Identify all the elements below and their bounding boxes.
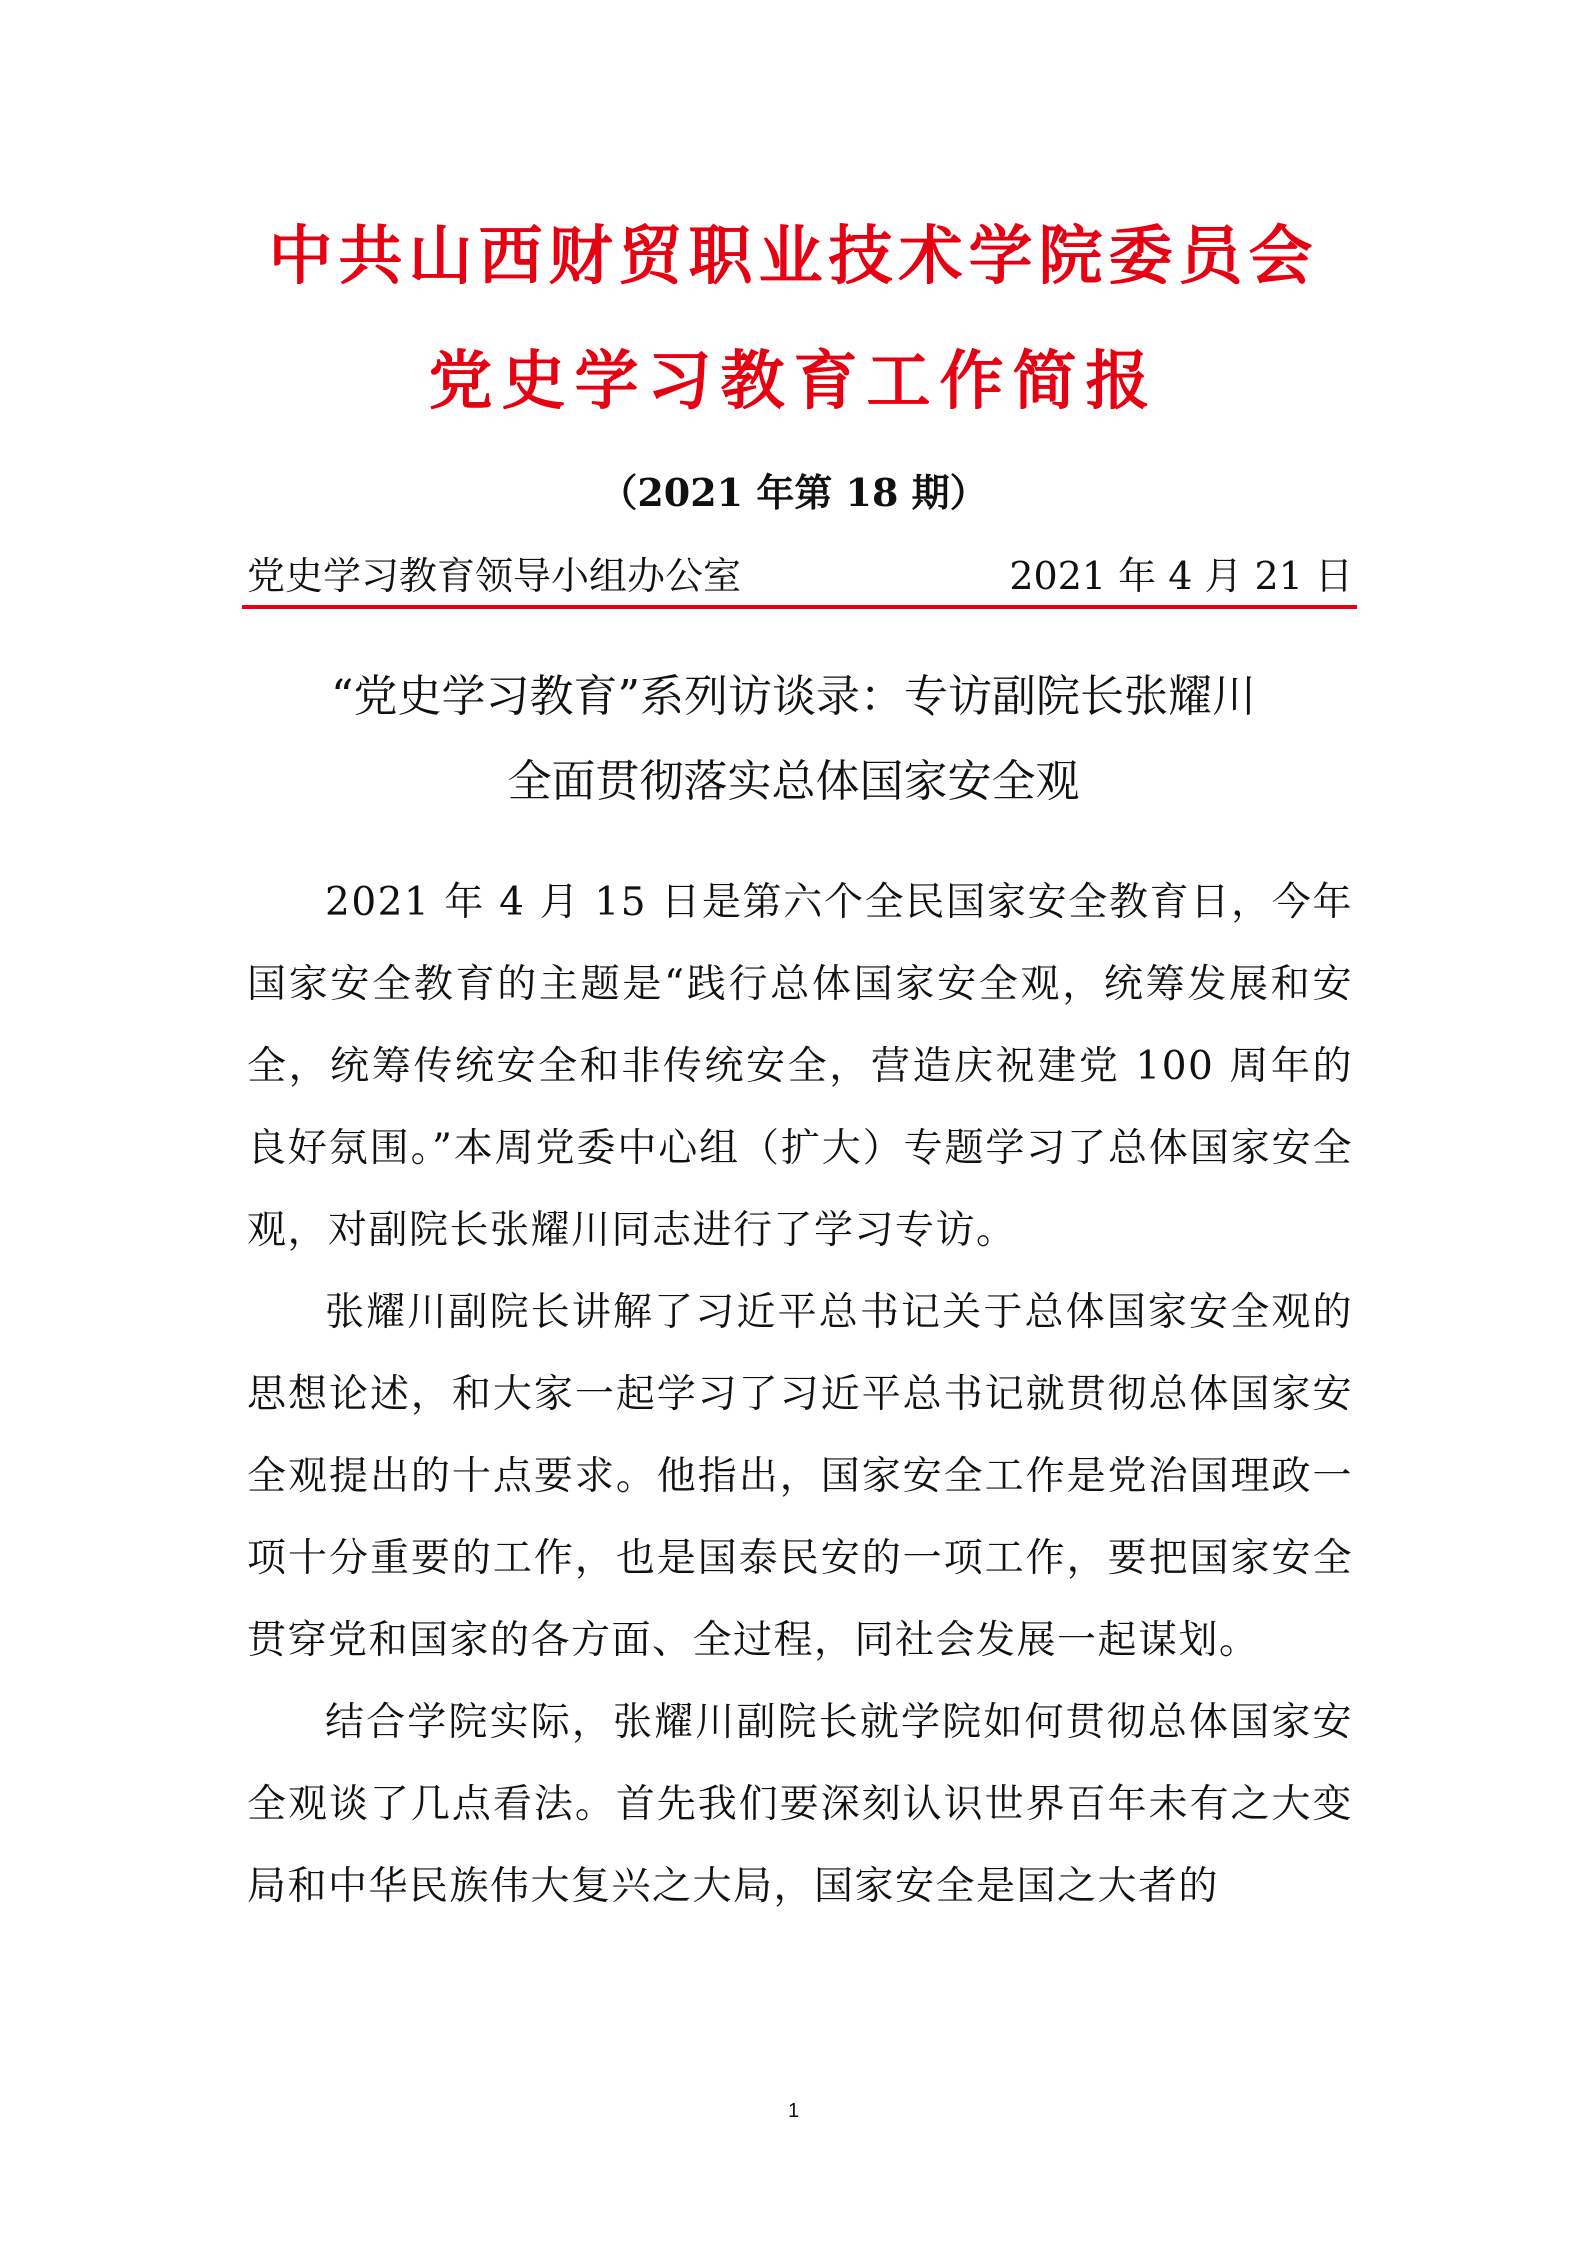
masthead-bulletin-title: 党史学习教育工作简报 [428, 344, 1159, 419]
paragraph-3: 结合学院实际，张耀川副院长就学院如何贯彻总体国家安全观谈了几点看法。首先我们要深刻认识世界百年未有之大变局和中华民族伟大复兴之大局，国家安全是国之大者的 [247, 1700, 1353, 1909]
red-divider-line [242, 605, 1357, 609]
paragraph-2: 张耀川副院长讲解了习近平总书记关于总体国家安全观的思想论述，和大家一起学习了习近平总书记就贯彻总体国家安全观提出的十点要求。他指出，国家安全工作是党治国理政一项十分重要的工作，也是国泰民安的一项工作，要把国家安全贯穿党和国家的各方面、全过程，同社会发展一起谋划。 [247, 1290, 1353, 1663]
issuing-office: 党史学习教育领导小组办公室 [247, 554, 742, 598]
meta-row [247, 545, 1353, 598]
paragraph-1: 2021 年 4 月 15 日是第六个全民国家安全教育日，今年国家安全教育的主题是“践行总体国家安全观，统筹发展和安全，统筹传统安全和非传统安全，营造庆祝建党 100 周年的良好氛围。”本周党委中心组（扩大）专题学习了总体国家安全观，对副院长张耀川同志进行了学习专访。 [247, 880, 1353, 1253]
page-number: 1 [787, 2100, 800, 2122]
issue-number: （2021 年第 18 期） [599, 470, 988, 515]
masthead-org-name: 中共山西财贸职业技术学院委员会 [268, 219, 1319, 294]
issue-date: 2021 年 4 月 21 日 [1009, 554, 1353, 598]
article-body [247, 862, 1353, 1928]
article-title-line-2: 全面贯彻落实总体国家安全观 [507, 756, 1080, 807]
article-title-line-1: “党史学习教育”系列访谈录：专访副院长张耀川 [331, 671, 1256, 722]
